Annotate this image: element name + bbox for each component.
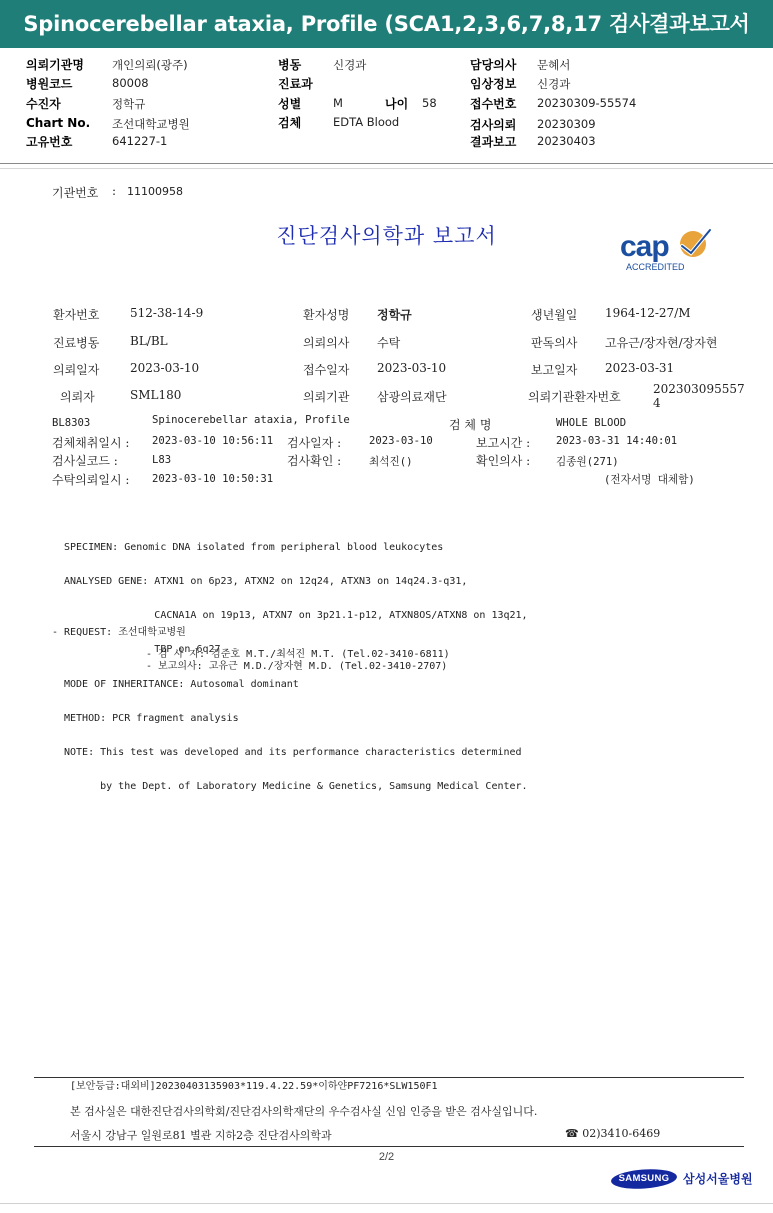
value-receipt-date: 2023-03-10 [377, 361, 447, 375]
value-entrusted-time: 2023-03-10 10:50:31 [152, 473, 274, 485]
value-requesting-org: 개인의뢰(광주) [112, 58, 188, 72]
label-test-confirm: 검사확인 : [287, 454, 342, 468]
value-doctor: 문혜서 [537, 58, 571, 72]
note-line: METHOD: PCR fragment analysis [64, 712, 239, 724]
label-receipt-date: 접수일자 [303, 363, 350, 377]
value-specimen-name: WHOLE BLOOD [556, 417, 627, 429]
value-collection-time: 2023-03-10 10:56:11 [152, 435, 274, 447]
esign-note: (전자서명 대체함) [604, 474, 695, 486]
title-bar [0, 0, 773, 48]
note-line: TBP on 6q27 [64, 644, 221, 656]
samsung-logo-text: SAMSUNG [618, 1173, 670, 1184]
value-birthdate: 1964-12-27/M [605, 306, 691, 320]
value-test-confirm: 최석진() [369, 456, 413, 468]
label-report-date: 보고일자 [531, 363, 578, 377]
label-requesting-org: 의뢰기관명 [26, 58, 84, 72]
label-patient-name: 환자성명 [303, 308, 350, 322]
page-bottom-rule [0, 1203, 773, 1204]
value-requesting-doctor: 수탁 [377, 336, 401, 350]
label-receipt-no: 접수번호 [470, 97, 517, 111]
label-patient-no: 환자번호 [53, 308, 100, 322]
label-ward: 병동 [278, 58, 302, 72]
label-result-report: 결과보고 [470, 135, 517, 149]
value-sex: M [333, 96, 343, 110]
page-number: 2/2 [378, 1151, 395, 1163]
label-lab-code: 검사실코드 : [52, 454, 118, 468]
label-age: 나이 [385, 97, 409, 111]
footer-top-rule [34, 1077, 744, 1078]
value-test-date: 2023-03-10 [369, 435, 433, 447]
value-reading-doctor: 고유근/장자현/장자현 [605, 336, 718, 350]
label-requesting-institution: 의뢰기관 [303, 390, 350, 404]
certification-text: 본 검사실은 대한진단검사의학회/진단검사의학재단의 우수검사실 신임 인증을 받은 검사실입니다. [70, 1105, 538, 1118]
value-lab-code: L83 [152, 454, 172, 466]
value-institution-patient-no: 202303095557 [653, 382, 745, 396]
staff-reporting-doctor: - 보고의사: 고유근 M.D./장자현 M.D. (Tel.02-3410-2707) [146, 661, 448, 672]
note-line: by the Dept. of Laboratory Medicine & Genetics, Samsung Medical Center. [64, 781, 528, 793]
header-divider [0, 163, 773, 164]
value-test-request: 20230309 [537, 117, 596, 131]
value-specimen: EDTA Blood [333, 115, 400, 129]
value-report-date: 2023-03-31 [605, 361, 675, 375]
value-requesting-institution: 삼광의료재단 [377, 390, 447, 404]
address-text: 서울시 강남구 일원로81 별관 지하2층 진단검사의학과 [70, 1129, 332, 1142]
footer-bottom-rule [34, 1146, 744, 1147]
label-reading-doctor: 판독의사 [531, 336, 578, 350]
security-line: [보안등급:대외비]20230403135903*119.4.22.59*이하얀PF7216*SLW150F1 [70, 1081, 438, 1092]
label-clinical-info: 임상정보 [470, 77, 517, 91]
agency-number: 11100958 [127, 185, 183, 198]
header-divider-shadow [0, 168, 773, 169]
label-sex: 성별 [278, 97, 302, 111]
label-confirm-doctor: 확인의사 : [476, 454, 531, 468]
label-patient: 수진자 [26, 97, 61, 111]
value-clinic-ward: BL/BL [130, 334, 168, 348]
value-result-report: 20230403 [537, 134, 596, 148]
label-institution-patient-no: 의뢰기관환자번호 [528, 390, 621, 404]
report-title: 진단검사의학과 보고서 [276, 224, 497, 248]
test-code: BL8303 [52, 417, 91, 429]
value-patient: 정학규 [112, 97, 146, 111]
cap-logo-text: cap [620, 230, 669, 263]
value-confirm-doctor: 김종원(271) [556, 456, 619, 468]
test-name: Spinocerebellar ataxia, Profile [152, 414, 350, 426]
label-hospital-code: 병원코드 [26, 77, 73, 91]
value-patient-name: 정학규 [377, 308, 412, 322]
label-unique-no: 고유번호 [26, 135, 73, 149]
label-requester: 의뢰자 [60, 390, 95, 404]
note-line: CACNA1A on 19p13, ATXN7 on 3p21.1-p12, ATXN8OS/ATXN8 on 13q21, [64, 610, 528, 622]
label-requesting-doctor: 의뢰의사 [303, 336, 350, 350]
label-request-date: 의뢰일자 [53, 363, 100, 377]
label-department: 진료과 [278, 77, 313, 91]
value-report-time: 2023-03-31 14:40:01 [556, 435, 678, 447]
label-clinic-ward: 진료병동 [53, 336, 100, 350]
value-request-date: 2023-03-10 [130, 361, 200, 375]
label-specimen: 검체 [278, 116, 302, 130]
value-hospital-code: 80008 [112, 76, 149, 90]
label-test-request: 검사의뢰 [470, 118, 517, 132]
value-institution-patient-no-cont: 4 [653, 396, 661, 410]
note-line: MODE OF INHERITANCE: Autosomal dominant [64, 678, 299, 690]
value-patient-no: 512-38-14-9 [130, 306, 204, 320]
cap-logo-subtext: ACCREDITED [626, 262, 685, 272]
value-unique-no: 641227-1 [112, 134, 168, 148]
agency-sep: : [112, 184, 117, 198]
note-line: SPECIMEN: Genomic DNA isolated from peripheral blood leukocytes [64, 541, 444, 553]
cap-accredited-logo [618, 226, 718, 274]
note-line: ANALYSED GENE: ATXN1 on 6p23, ATXN2 on 12q24, ATXN3 on 14q24.3-q31, [64, 576, 468, 588]
label-doctor: 담당의사 [470, 58, 517, 72]
value-age: 58 [422, 96, 437, 110]
value-requester: SML180 [130, 388, 182, 402]
label-report-time: 보고시간 : [476, 436, 531, 450]
hospital-name: 삼성서울병원 [683, 1172, 753, 1186]
staff-tester: - 검 사 자: 김준호 M.T./최석진 M.T. (Tel.02-3410-6811) [146, 649, 450, 660]
value-clinical-info: 신경과 [537, 77, 571, 91]
phone-text: ☎ 02)3410-6469 [565, 1127, 661, 1140]
label-entrusted-time: 수탁의뢰일시 : [52, 473, 130, 487]
label-birthdate: 생년월일 [531, 308, 578, 322]
document-title: Spinocerebellar ataxia, Profile (SCA1,2,3,6,7,8,17 검사결과보고서 [23, 12, 750, 36]
samsung-logo [611, 1169, 677, 1189]
label-specimen-name: 검 체 명 [449, 418, 492, 432]
value-chart-no: 조선대학교병원 [112, 117, 190, 131]
value-receipt-no: 20230309-55574 [537, 96, 637, 110]
label-chart-no: Chart No. [26, 116, 91, 130]
note-line: NOTE: This test was developed and its performance characteristics determined [64, 747, 522, 759]
agency-label: 기관번호 [52, 186, 99, 200]
label-test-date: 검사일자 : [287, 436, 342, 450]
label-collection-time: 검체채취일시 : [52, 436, 130, 450]
request-line: - REQUEST: 조선대학교병원 [52, 627, 186, 638]
value-ward: 신경과 [333, 58, 367, 72]
